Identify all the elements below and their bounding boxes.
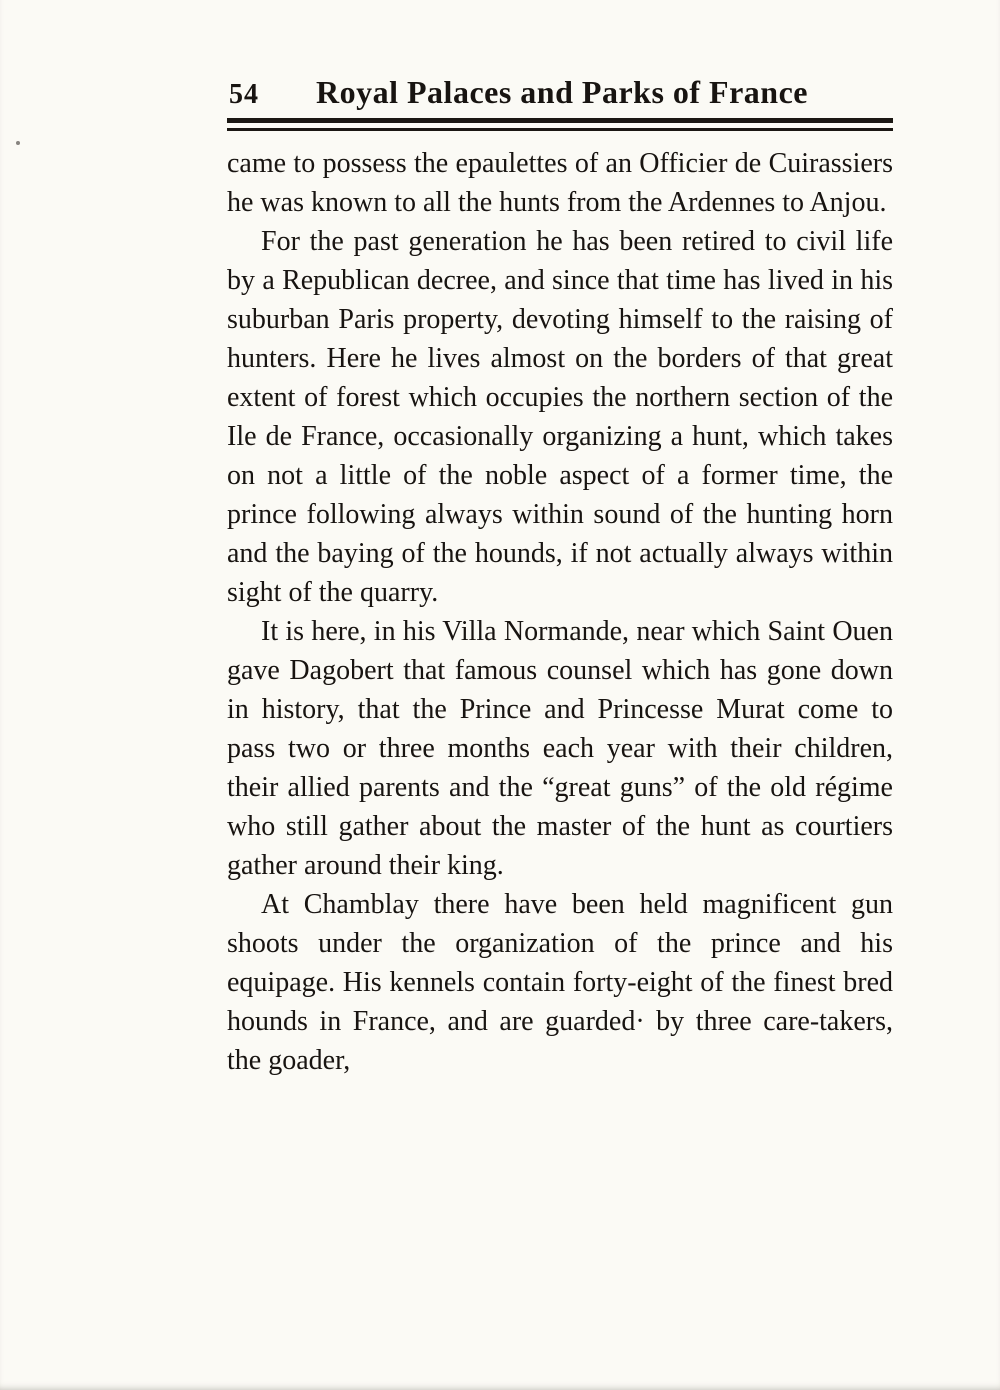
page-number: 54 xyxy=(229,79,259,110)
paragraph: It is here, in his Villa Normande, near which Saint Ouen gave Dagobert that famous counsel which has gone down in history, that the Prince and Princesse Murat come to pass two or three months each year with their children, their allied parents and the “great guns” of the old régime who still gather about the master of the hunt as courtiers gather around their king. xyxy=(227,616,893,881)
running-header xyxy=(227,74,893,111)
paragraph: At Chamblay there have been held magnificent gun shoots under the organization of the prince and his equipage. His kennels contain forty-eight of the finest bred hounds in France, and are guarded· by three care-takers, the goader, xyxy=(227,889,893,1076)
page-content xyxy=(227,74,893,1080)
paragraph: For the past generation he has been retired to civil life by a Republican decree, and since that time has lived in his suburban Paris property, devoting himself to the raising of hunters. Here he lives almost on the borders of that great extent of forest which occupies the northern section of the Ile de France, occasionally organizing a hunt, which takes on not a little of the noble aspect of a former time, the prince following always within sound of the hunting horn and the baying of the hounds, if not actually always within sight of the quarry. xyxy=(227,226,893,608)
header-double-rule xyxy=(227,118,893,131)
paragraph-continuation: came to possess the epaulettes of an Officier de Cuirassiers he was known to all the hunts from the Ardennes to Anjou. xyxy=(227,148,893,218)
page-body xyxy=(227,144,893,1080)
running-title: Royal Palaces and Parks of France xyxy=(316,74,808,110)
scan-speck xyxy=(16,141,20,145)
